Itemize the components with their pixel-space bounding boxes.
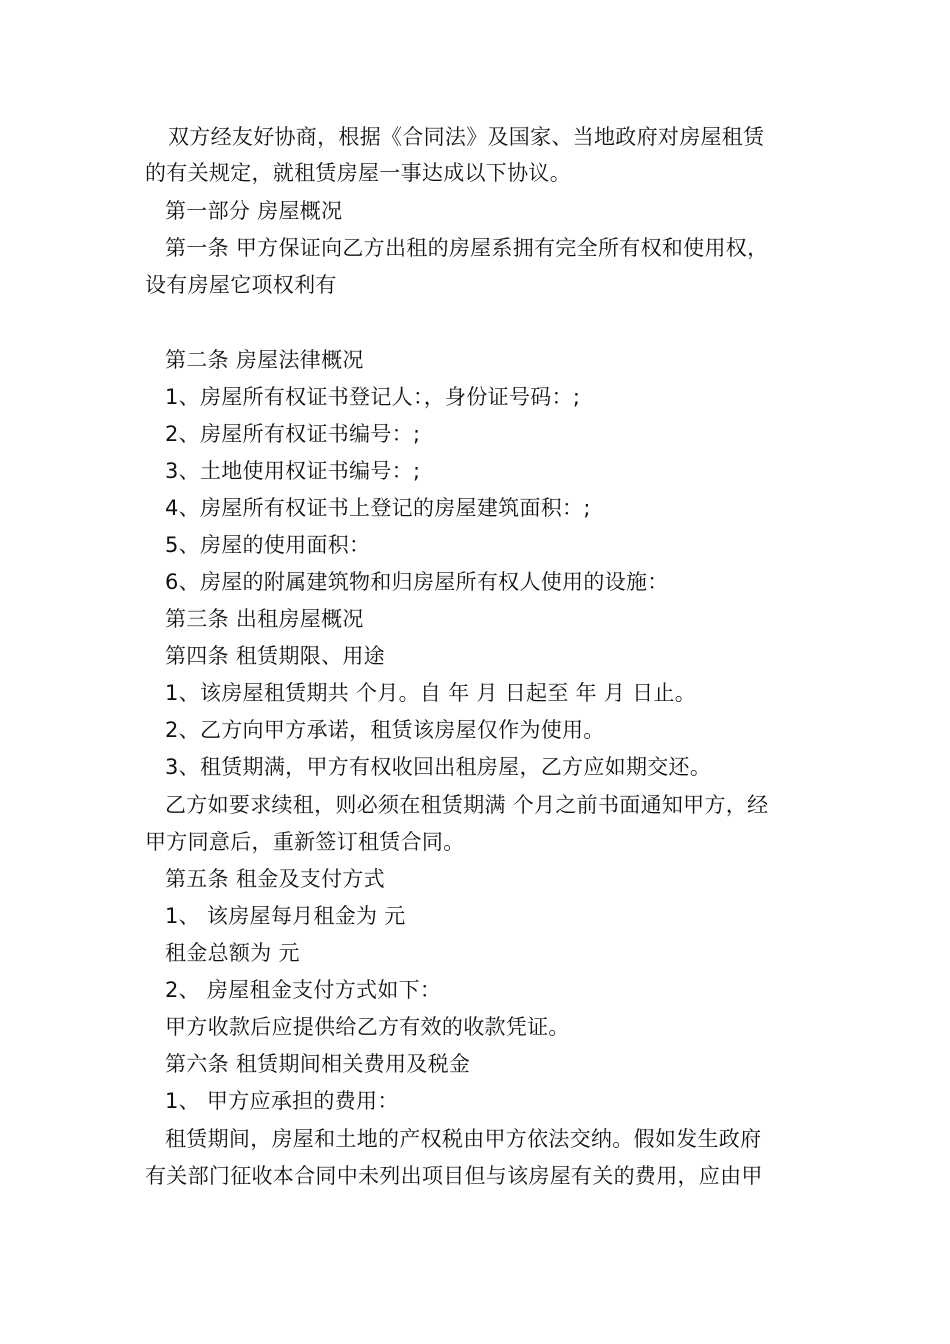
text-line: 有关部门征收本合同中未列出项目但与该房屋有关的费用，应由甲: [145, 1164, 763, 1188]
article-heading: 第三条 出租房屋概况: [165, 607, 364, 631]
list-item: 5、房屋的使用面积：: [165, 533, 371, 557]
list-item: 1、 该房屋每月租金为 元: [165, 904, 406, 928]
list-item: 1、 甲方应承担的费用：: [165, 1089, 399, 1113]
list-item: 3、租赁期满，甲方有权收回出租房屋，乙方应如期交还。: [165, 755, 712, 779]
article-heading: 第五条 租金及支付方式: [165, 867, 385, 891]
text-line: 乙方如要求续租，则必须在租赁期满 个月之前书面通知甲方，经: [165, 793, 769, 817]
list-item: 1、房屋所有权证书登记人：，身份证号码：;: [165, 385, 581, 409]
text-line: 甲方同意后，重新签订租赁合同。: [145, 830, 465, 854]
article-heading: 第二条 房屋法律概况: [165, 348, 364, 372]
text-line: 双方经友好协商，根据《合同法》及国家、当地政府对房屋租赁: [168, 125, 765, 149]
text-line: 的有关规定，就租赁房屋一事达成以下协议。: [145, 161, 571, 185]
list-item: 2、 房屋租金支付方式如下：: [165, 978, 442, 1002]
list-item: 2、房屋所有权证书编号：;: [165, 422, 421, 446]
text-line: 租赁期间，房屋和土地的产权税由甲方依法交纳。假如发生政府: [165, 1127, 762, 1151]
article-heading: 第四条 租赁期限、用途: [165, 644, 385, 668]
section-heading: 第一部分 房屋概况: [165, 199, 343, 223]
text-line: 租金总额为 元: [165, 941, 300, 965]
text-line: 第一条 甲方保证向乙方出租的房屋系拥有完全所有权和使用权，: [165, 236, 769, 260]
list-item: 4、房屋所有权证书上登记的房屋建筑面积：;: [165, 496, 591, 520]
text-line: 甲方收款后应提供给乙方有效的收款凭证。: [165, 1015, 570, 1039]
list-item: 6、房屋的附属建筑物和归房屋所有权人使用的设施：: [165, 570, 669, 594]
article-heading: 第六条 租赁期间相关费用及税金: [165, 1052, 471, 1076]
list-item: 1、该房屋租赁期共 个月。自 年 月 日起至 年 月 日止。: [165, 681, 697, 705]
list-item: 2、乙方向甲方承诺，租赁该房屋仅作为使用。: [165, 718, 605, 742]
list-item: 3、土地使用权证书编号：;: [165, 459, 421, 483]
text-line: 设有房屋它项权利有: [145, 273, 337, 297]
